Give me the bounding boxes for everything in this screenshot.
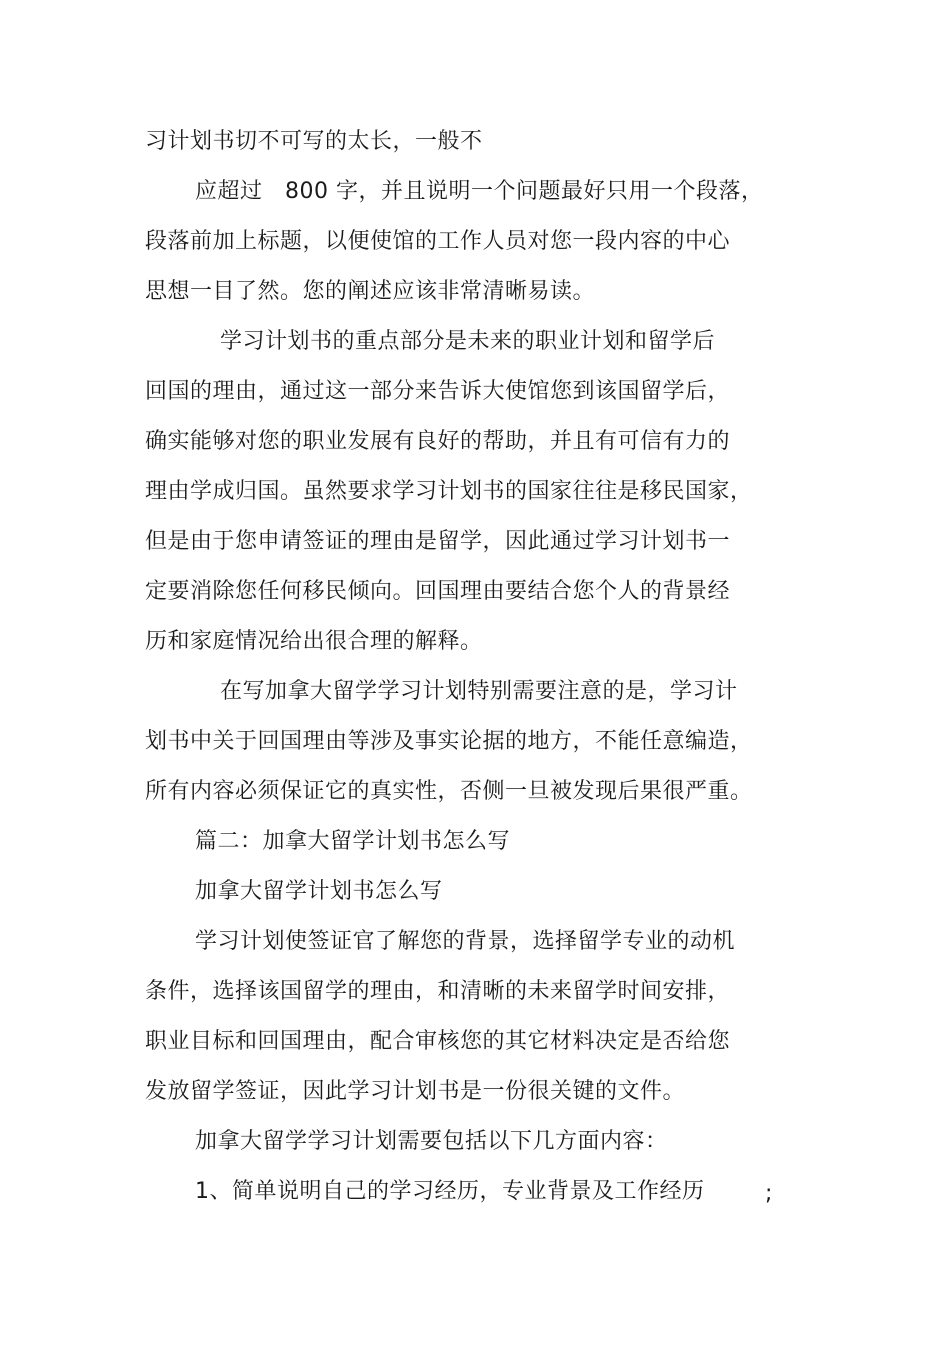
text-line: 习计划书切不可写的太长，一般不	[145, 129, 483, 154]
text-line: 学习计划书的重点部分是未来的职业计划和留学后	[220, 329, 716, 354]
text-line: 所有内容必须保证它的真实性，否侧一旦被发现后果很严重。	[145, 779, 753, 804]
text-line: 回国的理由，通过这一部分来告诉大使馆您到该国留学后，	[145, 379, 731, 404]
text-line: 历和家庭情况给出很合理的解释。	[145, 629, 483, 654]
text-line: 但是由于您申请签证的理由是留学，因此通过学习计划书一	[145, 529, 731, 554]
text-line: 应超过 800 字，并且说明一个问题最好只用一个段落，	[195, 179, 764, 204]
text-line: 段落前加上标题，以便使馆的工作人员对您一段内容的中心	[145, 229, 731, 254]
text-line: 思想一目了然。您的阐述应该非常清晰易读。	[145, 279, 596, 304]
text-line: 职业目标和回国理由，配合审核您的其它材料决定是否给您	[145, 1029, 731, 1054]
text-line: 理由学成归国。虽然要求学习计划书的国家往往是移民国家，	[145, 479, 753, 504]
text-line: 划书中关于回国理由等涉及事实论据的地方，不能任意编造，	[145, 729, 753, 754]
list-item: 1、简单说明自己的学习经历，专业背景及工作经历	[195, 1179, 705, 1204]
text-line: 条件，选择该国留学的理由，和清晰的未来留学时间安排，	[145, 979, 731, 1004]
text-line: 确实能够对您的职业发展有良好的帮助，并且有可信有力的	[145, 429, 731, 454]
section-heading: 篇二：加拿大留学计划书怎么写	[195, 829, 511, 854]
trailing-semicolon: ;	[765, 1181, 773, 1206]
text-line: 在写加拿大留学学习计划特别需要注意的是，学习计	[220, 679, 738, 704]
section-subheading: 加拿大留学计划书怎么写	[195, 879, 443, 904]
text-line: 加拿大留学学习计划需要包括以下几方面内容：	[195, 1129, 668, 1154]
text-line: 定要消除您任何移民倾向。回国理由要结合您个人的背景经	[145, 579, 731, 604]
text-line: 发放留学签证，因此学习计划书是一份很关键的文件。	[145, 1079, 686, 1104]
text-line: 学习计划使签证官了解您的背景，选择留学专业的动机	[195, 929, 736, 954]
